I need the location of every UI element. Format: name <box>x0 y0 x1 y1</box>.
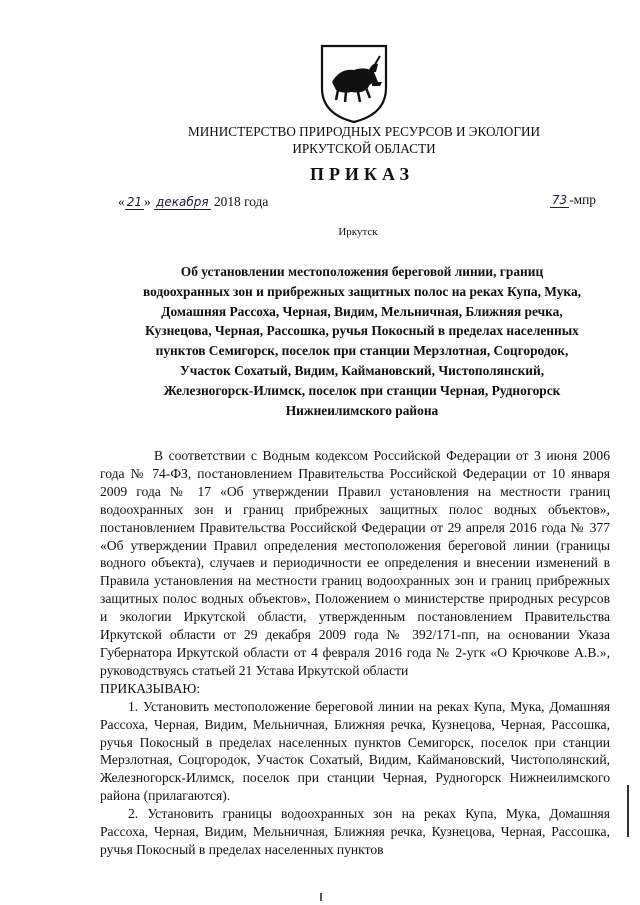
order-heading <box>118 262 606 420</box>
heading-line: Домашняя Рассоха, Черная, Видим, Мельничная, Ближняя речка, <box>161 303 563 319</box>
heading-line: водоохранных зон и прибрежных защитных полос на реках Купа, Мука, <box>143 283 581 299</box>
date-year: 2018 года <box>213 194 269 209</box>
heading-line: Нижнеилимского района <box>285 402 439 418</box>
heading-line: Железногорск-Илимск, поселок при станции Черная, Рудногорск <box>163 382 561 398</box>
heading-line: Участок Сохатый, Видим, Каймановский, Чистополянский, <box>179 362 545 378</box>
ministry-line-1: МИНИСТЕРСТВО ПРИРОДНЫХ РЕСУРСОВ И ЭКОЛОГИИ <box>187 124 540 139</box>
date-quote-close: » <box>143 194 151 209</box>
heading-line: Об установлении местоположения береговой линии, границ <box>180 264 544 279</box>
order-number-suffix: -мпр <box>569 192 596 207</box>
preamble-paragraph: В соответствии с Водным кодексом Российской Федерации от 3 июня 2006 года № 74-ФЗ, постановлением Правительства Российской Федерации от 10 января 2009 года № 17 «Об утверждении Правил установления на местности границ водоохранных зон и границ прибрежных защитных полос водных объектов», постановлением Правительства Российской Федерации от 29 апреля 2016 года № 377 «Об утверждении Правил определения местоположения береговой линии (границы водного объекта), случаев и периодичности ее определения и внесении изменений в Правила установления на местности границ водоохранных зон и границ прибрежных защитных полос водных объектов», Положением о министерстве природных ресурсов и экологии Иркутской области, утвержденным постановлением Правительства Иркутской области от 29 декабря 2009 года № 392/171-пп, на основании Указа Губернатора Иркутской области от 4 февраля 2016 года № 2-угк «О Крючкове А.В.», руководствуясь статьей 21 Устава Иркутской области <box>100 448 610 678</box>
order-word: ПРИКАЗЫВАЮ: <box>100 680 201 696</box>
scan-mark <box>627 785 629 837</box>
ministry-line-2: ИРКУТСКОЙ ОБЛАСТИ <box>292 141 436 156</box>
order-item-2: 2. Установить границы водоохранных зон на реках Купа, Мука, Домашняя Рассоха, Черная, Видим, Мельничная, Ближняя речка, Кузнецова, Черная, Рассошка, ручья Покосный в пределах населенных пунктов <box>100 806 610 857</box>
document-type: ПРИКАЗ <box>309 164 415 184</box>
ministry-name <box>0 123 640 157</box>
order-number-value: 73 <box>551 193 568 207</box>
order-item-1: 1. Установить местоположение береговой линии на реках Купа, Мука, Домашняя Рассоха, Черная, Видим, Мельничная, Ближняя речка, Кузнецова, Черная, Рассошка, ручья Покосный в пределах населенных пунктов Семигорск, поселок при станции Мерзлотная, Соцгородок, Участок Сохатый, Видим, Каймановский, Чистополянский, Железногорск-Илимск, поселок при станции Черная, Рудногорск Нижнеилимского района (прилагаются). <box>100 698 610 804</box>
date-quote-open: « <box>118 194 125 209</box>
city: Иркутск <box>338 226 378 238</box>
date-month: декабря <box>156 195 209 209</box>
order-date <box>118 194 268 210</box>
scan-mark <box>320 893 322 901</box>
coat-of-arms-icon <box>318 42 390 124</box>
heading-line: пунктов Семигорск, поселок при станции Мерзлотная, Соцгородок, <box>155 343 569 359</box>
order-number <box>550 192 596 208</box>
heading-line: Кузнецова, Черная, Рассошка, ручья Покосный в пределах населенных <box>145 323 579 339</box>
order-body <box>100 447 610 859</box>
date-day: 21 <box>126 195 142 209</box>
